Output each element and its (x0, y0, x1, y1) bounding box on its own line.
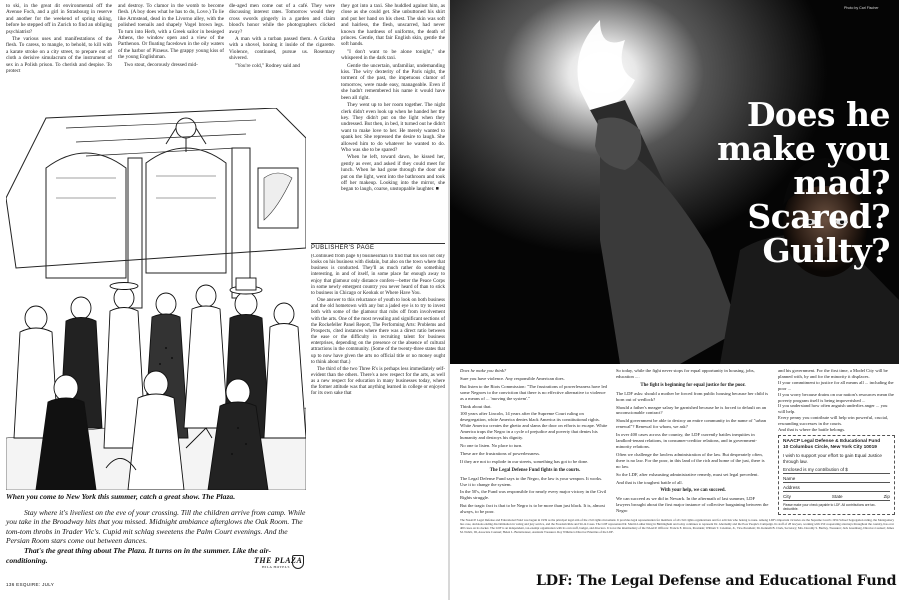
story-paragraph: "I don't want to be alone tonight," she whispered in the dark taxi. (341, 48, 445, 62)
ad-paragraph: Should a father's meagre salary be garnished because he is forced to default on an unconscionable contract? (616, 404, 767, 416)
ldf-signature: LDF: The Legal Defense and Educational Fund (536, 573, 897, 589)
ad-paragraph: The Legal Defense Fund says to the Negro, the law is your weapon. It works. Use it to change the system. (460, 475, 603, 487)
ad-paragraph: And that is the toughest battle of all. (616, 479, 683, 485)
plaza-ad-caption (6, 492, 306, 565)
story-column-3 (229, 3, 335, 111)
caption-tagline: That's the great thing about The Plaza. It turns on in the summer. Like the air-conditioning. (6, 545, 272, 565)
ad-paragraph: Often we challenge the lawless administration of the law. But desperately often, there is no law. For the poor, in this land of the rich and home of the just, there is no law. (616, 451, 765, 469)
ad-paragraph: In the 50's, the Fund was responsible for nearly every major victory in the Civil Rights struggle. (460, 489, 607, 501)
story-column-1 (6, 3, 112, 111)
publishers-paragraph: One answer to this reluctance of youth to look on both business and the old hometown with any but a jaded eye is to try to invest both with some of the glamour that rubs off from involvement with the arts. One of the most revealing and significant sections of the Rockefeller Panel Report, The Performing Arts: Problems and Prospects, cited instances where there was a direct ratio between the ease or the difficulty in recruiting talent for business enterprises, depending on the presence or the absence of cultural attractions in the community. (Some of the twenty-three states that up to now have given the arts no official title or no money ought to think about that.) (311, 298, 445, 365)
ad-subhead: With your help, we can succeed. (660, 488, 726, 494)
publishers-page-heading: PUBLISHER'S PAGE (311, 245, 375, 251)
caption-body: Stay where it's liveliest on the eve of your crossing. Till the children arrive from camp. While you take in the Broadway hits that you missed. Midnight ambiance afterglows the Oak Room. The tom-tom throbs in Trader Vic's. Cupid mit schlag sweetens the Palm Court evenings. And the Persian Room stars come out between dances. (6, 507, 306, 546)
publishers-paragraph: (Continued from page 6) businessman to find that his son not only looks on his business with disdain, but also on the town where that business is conducted. They'll as much rather do something interesting, in and of itself, in some place far enough away to enjoy that glamour only distance confers—better the Peace Corps in some newly emergent country you never heard of than to stick to business in Chicago or Keokuk or Where Have You. (311, 254, 445, 296)
ad-paragraph: But the tragic fact is that to be Negro is to be more than just black. It is, almost always, to be poor. (460, 503, 605, 515)
ad-paragraph: So the LDF, after exhausting administrative remedy, must set legal precedent. (616, 471, 759, 477)
story-paragraph: When he left, toward dawn, he kissed her, gently as ever, and asked if they could meet for lunch. When he had gone through the door she put on the light, went into the bathroom and took off her makeup. Looking into the mirror, she began to laugh, coarse, unstoppable laughter. ■ (341, 154, 445, 193)
ad-paragraph: These are the frustrations of powerlessness. (460, 450, 541, 456)
ad-paragraph: and his government. For the first time, a Model City will be planned with, by and for the minority it displaces. (778, 368, 888, 379)
story-paragraph: A man with a turban passed them. A Gurkha with a shovel, honing it inside of the cigarette. Violence, continued, pursue us. Rosemary shivered. (229, 36, 335, 62)
fine-print: The NAACP Legal Defense and Educational Fund was begun in 1939 as the principal legal arm of the civil rights movement. It provides legal representation for members of all civil rights organizations and for activists who belong to none. Among LDF's important victories are the Supreme Court's 1954 School Segregation ruling, the Montgomery bus case, decisions ending discrimination in voting and jury service, and the Freedom Ride and Sit-in Cases. The LDF represented Dr. Martin Luther King in Birmingham and today continues to represent Dr. Abernathy and the Poor People's Campaign. Its staff of 28 lawyers, working with 250 cooperating attorneys throughout the country, has over 400 cases on its docket. The LDF is an independent, tax-exempt organization with its own staff, budget, and directors. It is not the intermediary of the NAACP. Officers: Francis E. Rivers, President; William T. Coleman, Jr., Vice-President; Dr. Kenneth B. Clark, Secretary; Mrs. Dorothy S. Bartley, Treasurer; Jack Greenberg, Director-Counsel; James M. Nabrit, III, Associate Counsel; Helen L. Buttenwieser, Assistant Treasurer. Roy Wilkins is Director Emeritus of the LDF. (460, 518, 894, 534)
story-paragraph: and destroy. To clamor in the womb to become flesh. (A boy does what he has to do, Love.) To lie like Armstead, dead in the Livorno alley, with the polished toenails and shapely Vogel brown legs. To turn into Herb, with a Greek sailor in besieged Athens, the window open and a view of the Parthenon. Or floating facedown in the oily waters of the harbor of Piraeus. The grappy young kiss of the young Englishman. (118, 3, 224, 61)
ad-paragraph: But listen to the Riots Commission: "The frustrations of powerlessness have led some Negroes to the conviction that there is no effective alternative to violence as a means of ... 'moving the system'." (460, 383, 607, 401)
coupon-city-label: City (783, 493, 791, 499)
plaza-logo: THE PLAZA (254, 556, 303, 565)
publishers-paragraph: The third of the two Three R's is perhaps less immediately self-evident than the others. There's a new respect for the arts, as well as a new respect for education in many businesses today, where the former attitude was that anything learned in college or enjoyed for its own sake that (311, 366, 445, 397)
plaza-lobby-illustration (6, 108, 306, 490)
ad-paragraph: No one to listen. No place to turn. (460, 442, 523, 448)
headline-line: Scared? (747, 197, 890, 236)
story-paragraph: The various uses and manifestations of the flesh. To caress, to mangle, to behold, to kill with a karate stroke on a city street, to prepare out of cloth a derisive simulacrum of the instrument of sex in a Polish prison. To cherish and despise. To protect (6, 36, 112, 75)
ad-paragraph: If they are not to explode in our streets, something has got to be done. (460, 458, 589, 464)
ad-paragraph: We can succeed as we did in Newark. In the aftermath of last summer, LDF lawyers brought about the first major instance of collective bargaining between the Negro (616, 496, 769, 514)
story-paragraph: "You're cold," Rodney said and (235, 62, 301, 69)
coupon-box (778, 435, 895, 515)
donation-coupon (778, 368, 895, 515)
publishers-rule (311, 243, 445, 244)
coupon-city-row[interactable] (783, 493, 890, 501)
coupon-footnote: Please make your check payable to LDF. All contributions are tax-deductible. (783, 502, 876, 511)
headline-line: Guilty? (762, 231, 890, 270)
coupon-address-field[interactable] (783, 484, 890, 492)
ad-paragraph: Every penny you contribute will help win powerful, crucial, resounding successes in the courts. (778, 415, 889, 427)
coupon-state-label: State (831, 493, 843, 499)
ad-paragraph: Does he make you think? (460, 368, 507, 373)
ad-paragraph: Sure you have violence. Any responsible American does. (460, 375, 565, 381)
right-page (450, 0, 899, 600)
ad-body-column-1 (460, 368, 610, 516)
ad-paragraph: And that is where the battle belongs. (778, 427, 846, 433)
coupon-org: NAACP Legal Defense & Educational Fund (783, 438, 881, 444)
coupon-zip-label: Zip (883, 493, 890, 499)
coupon-pledge: I wish to support your effort to gain Equal Justice through law. (783, 452, 882, 464)
coupon-address-label: Address (783, 484, 800, 490)
story-paragraph: to ski, in the great 4it environmental off the Avenue Foch, and a girl in Strasbourg in reserve and another for the weekend of spring skiing, before he stepped off in Zurich to find an obliging psychiatrist? (6, 3, 112, 35)
ad-paragraph: In over 400 cases across the country, the LDF currently battles inequities in landlord-tenant relations, in consumer-creditor relations, and in government-minority relations. (616, 432, 757, 449)
headline-line: Does he (746, 95, 890, 134)
ad-subhead: The fight is beginning for equal justice for the poor. (640, 382, 746, 388)
ad-paragraph: If you worry because drains on our nation's resources mean the poverty program itself is being impoverished ... (778, 391, 894, 403)
ad-subhead: The Legal Defense Fund fights in the courts. (489, 467, 581, 473)
coupon-name-label: Name (783, 475, 796, 481)
story-paragraph: dle-aged men come out of a café. They were discussing interest rates. Tomorrow would they cross swords gingerly in a garden and claim blood's honor while the photographers clicked away? (229, 3, 335, 35)
story-paragraph: Gentle the uncertain, unfamiliar, undemanding kiss. The wiry dexterity of the Paris night, the torment of the past, the impetuous clamor of tomorrow, were made easy, manageable. Even if she hadn't remembered his name it would have been all right. (341, 62, 445, 101)
coupon-address: 10 Columbus Circle, New York City 10019 (783, 444, 877, 450)
ad-headline (690, 95, 890, 270)
story-paragraph: they got into a taxi. She huddled against him, as close as she could get. She unbuttoned his shirt and put her hand on his chest. The skin was soft and hairless, the flesh, unscarred, had never known the hardness of uniforms, the death of princes. Gentle, that fair English skin, gentle the soft hands. (341, 3, 445, 48)
headline-line: make you mad? (717, 129, 890, 202)
left-page (0, 0, 449, 600)
ad-paragraph: 100 years after Lincoln, 14 years after the Supreme Court ruling on desegregation, white America denies black America its constitutional rights. White America creates the ghetto and slams the door on efforts to escape. White America traps the Negro in a cycle of prejudice and poverty that denies his humanity and destroys his dignity. (460, 411, 608, 441)
story-column-2 (118, 3, 224, 111)
story-paragraph: They went up to her room together. The night clerk didn't even look up when he handed her the key. They didn't put on the light when they undressed. But then, in bed, it turned out he didn't want to make love to her. He merely wanted to spank her. She repressed the desire to laugh. She allowed him to do whatever he wanted to do. Who was she to be spared? (341, 102, 445, 153)
publishers-page-column (311, 254, 445, 590)
story-column-4 (341, 3, 445, 243)
plaza-logo-sub: HILA HOTELS (262, 565, 290, 569)
ad-body-column-3 (778, 368, 895, 433)
ad-paragraph: If you understand how often anguish underlies anger ... you will help. (778, 403, 888, 415)
coupon-contribution-field[interactable] (783, 466, 890, 474)
ad-paragraph: Should government be able to destroy an entire community in the name of "urban renewal"? Renewal for whom, we ask? (616, 418, 766, 430)
coupon-name-field[interactable] (783, 475, 890, 483)
story-paragraph: Two stout, decorously dressed mid- (124, 61, 198, 68)
page-folio: 136 ESQUIRE: JULY (6, 582, 55, 587)
coupon-contribution-label: Enclosed is my contribution of $ (783, 466, 848, 472)
ad-body-column-2 (616, 368, 770, 516)
ad-paragraph: The LDF asks: should a mother be forced from public housing because her child is born out of wedlock? (616, 390, 769, 402)
ad-paragraph: Think about that. (460, 403, 492, 409)
ad-paragraph: So today, while the fight never stops for equal opportunity in housing, jobs, education .... (616, 368, 755, 379)
caption-headline: When you come to New York this summer, catch a great show. The Plaza. (6, 492, 236, 501)
plaza-crest-icon (292, 555, 304, 569)
ad-paragraph: If your commitment to justice for all means all ... including the poor ... (778, 379, 894, 391)
photo-credit: Photo by Carl Fischer (844, 6, 879, 10)
